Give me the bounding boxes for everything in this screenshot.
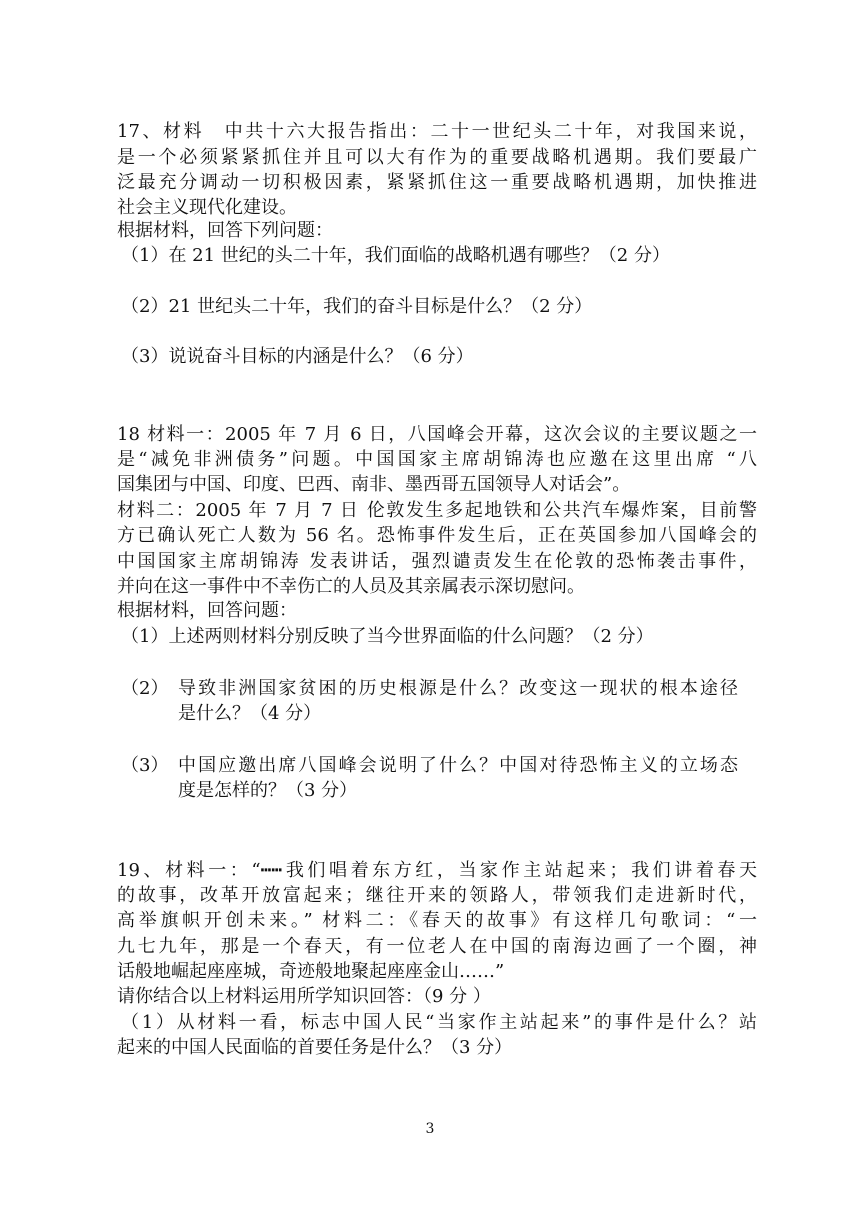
q19-item-1-line-1: （1）从材料一看，标志中国人民“当家作主站起来”的事件是什么？站 — [121, 1012, 757, 1033]
q18-prompt: 根据材料，回答问题： — [117, 600, 297, 621]
q17-line-4: 社会主义现代化建设。 — [117, 197, 297, 218]
q19-line-4: 九七九年，那是一个春天，有一位老人在中国的南海边画了一个圈，神 — [117, 936, 757, 957]
page-number: 3 — [425, 1121, 435, 1137]
q17-line-3: 泛最充分调动一切积极因素，紧紧抓住这一重要战略机遇期，加快推进 — [117, 172, 757, 193]
q19-line-2: 的故事，改革开放富起来；继往开来的领路人，带领我们走进新时代， — [117, 885, 757, 906]
q18-line-4: 材料二：2005 年 7 月 7 日 伦敦发生多起地铁和公共汽车爆炸案，目前警 — [117, 500, 757, 521]
q18-line-2: 是“减免非洲债务”问题。中国国家主席胡锦涛也应邀在这里出席 “八 — [117, 449, 757, 470]
q19-line-3: 高举旗帜开创未来。” 材料二：《春天的故事》有这样几句歌词：“一 — [117, 910, 757, 931]
q18-line-1: 18 材料一：2005 年 7 月 6 日，八国峰会开幕，这次会议的主要议题之一 — [117, 424, 757, 445]
q17-prompt: 根据材料，回答下列问题： — [117, 220, 333, 241]
q18-item-3-line-2: 度是怎样的？（3 分） — [178, 780, 358, 801]
q19-prompt: 请你结合以上材料运用所学知识回答：（9 分 ） — [117, 986, 491, 1007]
q19-item-1-line-2: 起来的中国人民面临的首要任务是什么？（3 分） — [117, 1037, 513, 1058]
q17-line-1: 17、材料 中共十六大报告指出：二十一世纪头二十年，对我国来说， — [117, 121, 757, 142]
q18-item-2-number: （2） — [121, 678, 169, 699]
q18-line-5: 方已确认死亡人数为 56 名。恐怖事件发生后，正在英国参加八国峰会的 — [117, 525, 757, 546]
q18-item-3-line-1: 中国应邀出席八国峰会说明了什么？中国对待恐怖主义的立场态 — [178, 755, 738, 776]
q17-line-2: 是一个必须紧紧抓住并且可以大有作为的重要战略机遇期。我们要最广 — [117, 147, 757, 168]
q19-line-1: 19、材料一：“┅┅我们唱着东方红，当家作主站起来；我们讲着春天 — [117, 860, 757, 881]
q18-item-2-line-2: 是什么？（4 分） — [178, 703, 322, 724]
q18-line-7: 并向在这一事件中不幸伤亡的人员及其亲属表示深切慰问。 — [117, 576, 585, 597]
q19-line-5: 话般地崛起座座城，奇迹般地聚起座座金山……” — [117, 961, 505, 982]
q18-line-3: 国集团与中国、印度、巴西、南非、墨西哥五国领导人对话会”。 — [117, 474, 631, 495]
q18-item-2-line-1: 导致非洲国家贫困的历史根源是什么？改变这一现状的根本途径 — [178, 678, 738, 699]
q18-line-6: 中国国家主席胡锦涛 发表讲话，强烈谴责发生在伦敦的恐怖袭击事件， — [117, 551, 757, 572]
q17-item-2: （2）21 世纪头二十年，我们的奋斗目标是什么？（2 分） — [121, 296, 593, 317]
q17-item-1: （1）在 21 世纪的头二十年，我们面临的战略机遇有哪些？（2 分） — [121, 245, 670, 266]
q18-item-3-number: （3） — [121, 755, 169, 776]
q18-item-1: （1）上述两则材料分别反映了当今世界面临的什么问题？（2 分） — [121, 626, 654, 647]
q17-item-3: （3）说说奋斗目标的内涵是什么？（6 分） — [121, 346, 474, 367]
